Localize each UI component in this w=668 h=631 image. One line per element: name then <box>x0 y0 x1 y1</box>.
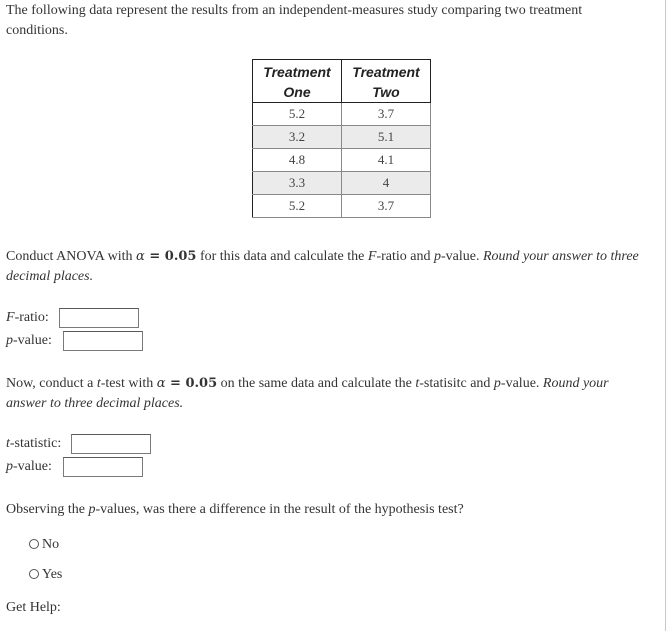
q2-text: -statisitc and <box>419 376 494 391</box>
table-cell: 4.1 <box>342 149 431 172</box>
p-value-label: p-value: <box>6 459 52 474</box>
radio-yes[interactable] <box>29 569 39 579</box>
rounding-instruction: Round your answer to three decimal places. <box>6 249 639 284</box>
table-row <box>253 103 431 126</box>
header-treatment-one-line1: Treatment <box>263 64 331 80</box>
f-symbol: F <box>367 249 377 264</box>
t-symbol: t <box>415 376 420 391</box>
t-test-p-value-input[interactable] <box>63 457 143 477</box>
rounding-instruction: Round your answer to three decimal places. <box>6 376 609 411</box>
table-cell: 3.3 <box>253 172 342 195</box>
table-cell: 4 <box>342 172 431 195</box>
f-ratio-row <box>6 307 49 329</box>
radio-no[interactable] <box>29 539 39 549</box>
p-value-row-1 <box>6 330 52 352</box>
q1-text: -value. <box>440 249 483 264</box>
q3-text: Observing the <box>6 502 89 517</box>
t-statistic-input[interactable] <box>71 434 151 454</box>
p-symbol: p <box>88 502 96 517</box>
header-treatment-one-line2: One <box>253 82 342 103</box>
table-row <box>253 149 431 172</box>
alpha-symbol: α <box>136 249 145 264</box>
t-test-question <box>6 374 646 414</box>
table-row <box>253 195 431 218</box>
q1-text: Conduct ANOVA with <box>6 249 133 264</box>
f-ratio-label: F-ratio: <box>6 310 49 325</box>
anova-p-value-input[interactable] <box>63 331 143 351</box>
hypothesis-question <box>6 500 646 520</box>
table-cell: 3.2 <box>253 126 342 149</box>
table-cell: 3.7 <box>342 103 431 126</box>
q1-text: -ratio and <box>376 249 434 264</box>
option-yes-label[interactable]: Yes <box>42 567 63 582</box>
t-symbol: t <box>96 376 101 391</box>
p-symbol: p <box>433 249 441 264</box>
q3-text: -values, was there a difference in the result of the hypothesis test? <box>95 502 464 517</box>
table-cell: 5.1 <box>342 126 431 149</box>
alpha-value: = 0.05 <box>144 249 197 264</box>
q2-text: -test with <box>100 376 154 391</box>
header-treatment-two-line1: Treatment <box>342 60 431 83</box>
t-statistic-row <box>6 433 61 455</box>
table-row <box>253 172 431 195</box>
q1-text: for this data and calculate the <box>196 249 368 264</box>
table-cell: 5.2 <box>253 103 342 126</box>
q2-text: -value. <box>500 376 543 391</box>
anova-question <box>6 247 661 287</box>
table-cell: 5.2 <box>253 195 342 218</box>
header-treatment-two-line2: Two <box>342 82 431 103</box>
get-help-label: Get Help: <box>6 600 61 615</box>
intro-text: The following data represent the results from an independent-measures study comparing two treatment conditions. <box>6 3 583 38</box>
alpha-symbol: α <box>156 376 166 391</box>
p-value-row-2 <box>6 456 52 478</box>
table-cell: 3.7 <box>342 195 431 218</box>
t-statistic-label: t-statistic: <box>6 436 62 451</box>
p-value-label: p-value: <box>6 333 52 348</box>
option-no-label[interactable]: No <box>42 537 60 552</box>
f-ratio-input[interactable] <box>59 308 139 328</box>
data-table <box>252 59 431 218</box>
p-symbol: p <box>493 376 501 391</box>
alpha-value: = 0.05 <box>165 376 218 391</box>
q2-text: Now, conduct a <box>6 376 97 391</box>
table-row <box>253 126 431 149</box>
q2-text: on the same data and calculate the <box>217 376 416 391</box>
table-cell: 4.8 <box>253 149 342 172</box>
